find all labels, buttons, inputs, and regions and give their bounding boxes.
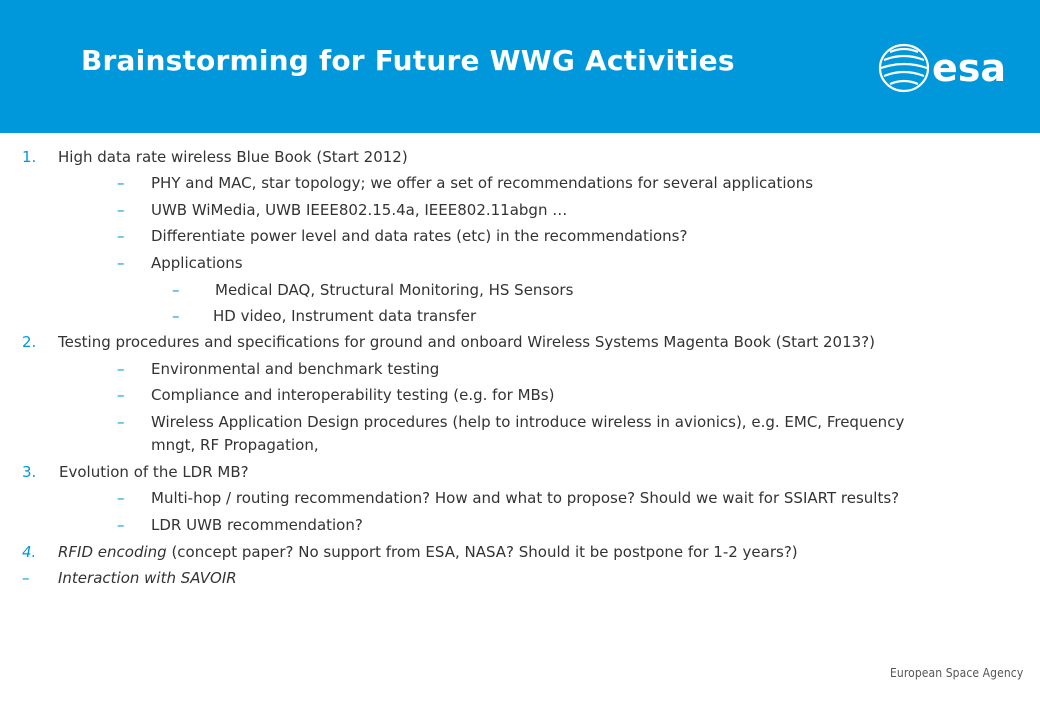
dash-bullet: – [117, 489, 125, 507]
dash-bullet: – [172, 281, 180, 299]
list-number: 1. [22, 148, 37, 166]
dash-bullet: – [117, 413, 125, 431]
sub-item-text: LDR UWB recommendation? [151, 516, 363, 534]
dash-bullet: – [117, 254, 125, 272]
sub-sub-item-text: HD video, Instrument data transfer [213, 307, 477, 325]
list-number: 4. [22, 543, 37, 561]
sub-item-text: Wireless Application Design procedures (help to introduce wireless in avionics), e.g. EMC, Frequency [151, 413, 905, 431]
sub-sub-item-text: Medical DAQ, Structural Monitoring, HS Sensors [215, 281, 574, 299]
dash-bullet: – [117, 174, 125, 192]
slide-title: Brainstorming for Future WWG Activities [81, 44, 735, 77]
list-number: 3. [22, 463, 37, 481]
dash-bullet: – [117, 201, 125, 219]
dash-bullet: – [117, 360, 125, 378]
dash-bullet: – [117, 516, 125, 534]
sub-item-text: Applications [151, 254, 243, 272]
list-number: 2. [22, 333, 37, 351]
dash-bullet: – [117, 386, 125, 404]
sub-item-text: Multi-hop / routing recommendation? How and what to propose? Should we wait for SSIART results? [151, 489, 900, 507]
sub-item-text: Differentiate power level and data rates (etc) in the recommendations? [151, 227, 688, 245]
list-item-text-italic: RFID encoding [58, 543, 167, 561]
dash-bullet: – [172, 307, 180, 325]
sub-item-text: UWB WiMedia, UWB IEEE802.15.4a, IEEE802.11abgn … [151, 201, 568, 219]
sub-item-text: Environmental and benchmark testing [151, 360, 440, 378]
footer-agency-name: European Space Agency [890, 666, 1024, 680]
list-item-text: High data rate wireless Blue Book (Start 2012) [58, 148, 408, 166]
list-item-text [58, 541, 798, 564]
sub-item-text: PHY and MAC, star topology; we offer a set of recommendations for several applications [151, 174, 814, 192]
list-item-text: Testing procedures and specifications for ground and onboard Wireless Systems Magenta Book (Start 2013?) [58, 333, 875, 351]
esa-logo-text: esa [932, 46, 1007, 90]
sub-item-text: Compliance and interoperability testing (e.g. for MBs) [151, 386, 555, 404]
list-item-text: Interaction with SAVOIR [58, 569, 237, 587]
list-item-text-rest: (concept paper? No support from ESA, NASA? Should it be postpone for 1-2 years?) [166, 543, 798, 561]
dash-bullet: – [22, 569, 30, 587]
list-item-text: Evolution of the LDR MB? [59, 463, 249, 481]
sub-item-continuation: mngt, RF Propagation, [151, 436, 319, 454]
dash-bullet: – [117, 227, 125, 245]
